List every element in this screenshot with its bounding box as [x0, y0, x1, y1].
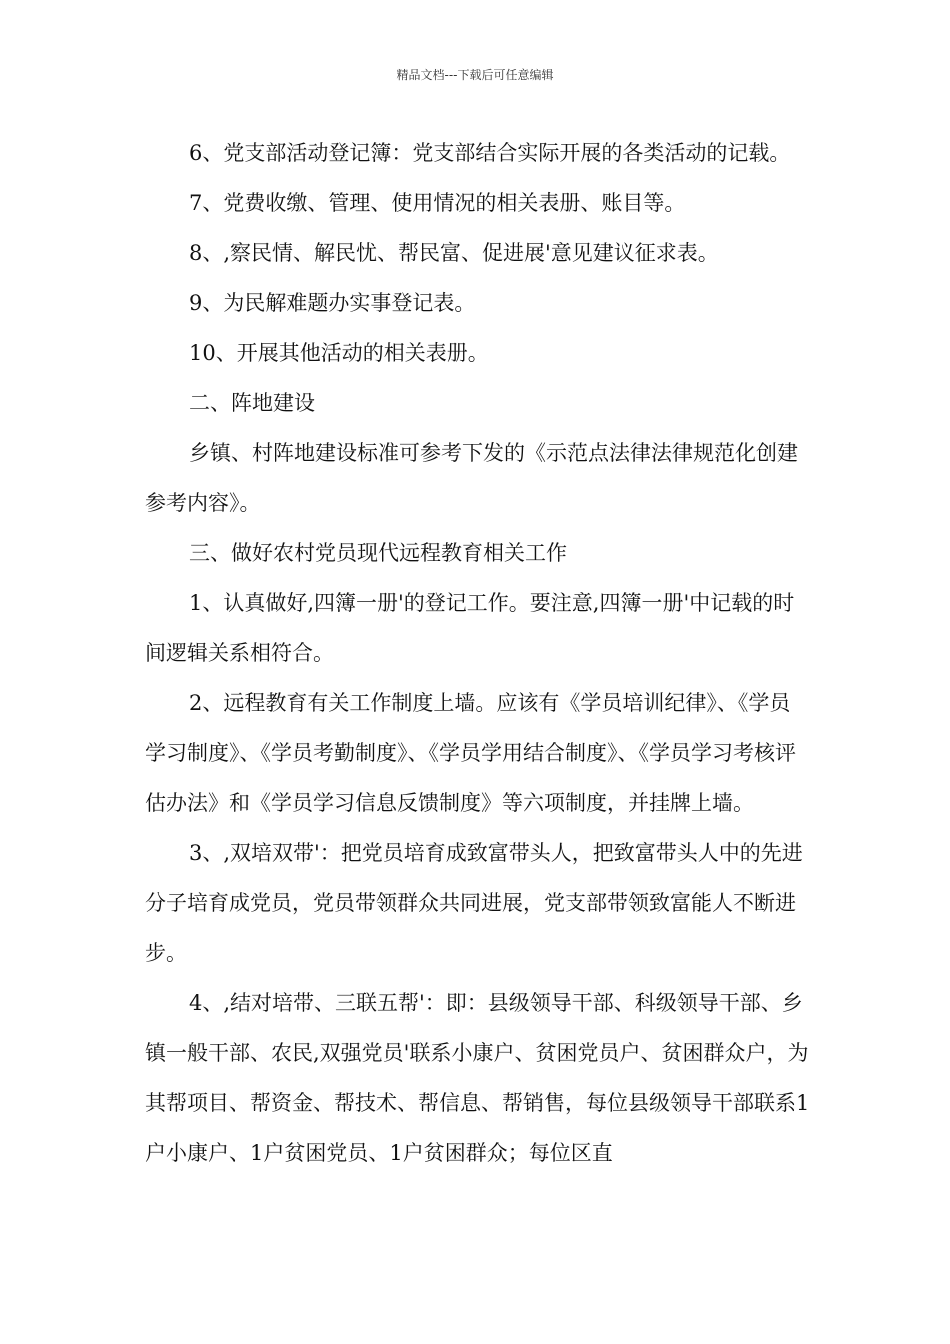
paragraph-item-6: 6、党支部活动登记簿：党支部结合实际开展的各类活动的记载。 — [189, 141, 791, 165]
page-header: 精品文档---下载后可任意编辑 — [396, 68, 554, 82]
paragraph-item-8: 8、,察民情、解民忧、帮民富、促进展'意见建议征求表。 — [189, 241, 719, 265]
paragraph-item-7: 7、党费收缴、管理、使用情况的相关表册、账目等。 — [189, 191, 686, 215]
paragraph-item-10: 10、开展其他活动的相关表册。 — [189, 341, 489, 365]
section-heading-3: 三、做好农村党员现代远程教育相关工作 — [189, 541, 567, 565]
paragraph-position-building: 乡镇、村阵地建设标准可参考下发的《示范点法律法律规范化创建参考内容》。 — [145, 441, 798, 515]
paragraph-remote-4: 4、,结对培带、三联五帮'：即：县级领导干部、科级领导干部、乡镇一般干部、农民,双强党员'联系小康户、贫困党员户、贫困群众户，为其帮项目、帮资金、帮技术、帮信息、帮销售，每位县级领导干部联系1户小康户、1户贫困党员、1户贫困群众；每位区直 — [145, 991, 810, 1165]
paragraph-remote-2: 2、远程教育有关工作制度上墙。应该有《学员培训纪律》、《学员学习制度》、《学员考勤制度》、《学员学用结合制度》、《学员学习考核评估办法》和《学员学习信息反馈制度》等六项制度，并挂牌上墙。 — [145, 691, 796, 815]
section-heading-2: 二、阵地建设 — [189, 391, 315, 415]
paragraph-item-9: 9、为民解难题办实事登记表。 — [189, 291, 476, 315]
paragraph-remote-3: 3、,双培双带'：把党员培育成致富带头人，把致富带头人中的先进分子培育成党员，党员带领群众共同进展，党支部带领致富能人不断进步。 — [145, 841, 803, 965]
paragraph-remote-1: 1、认真做好,四簿一册'的登记工作。要注意,四簿一册'中记载的时间逻辑关系相符合。 — [145, 591, 795, 665]
document-body — [145, 128, 810, 1178]
